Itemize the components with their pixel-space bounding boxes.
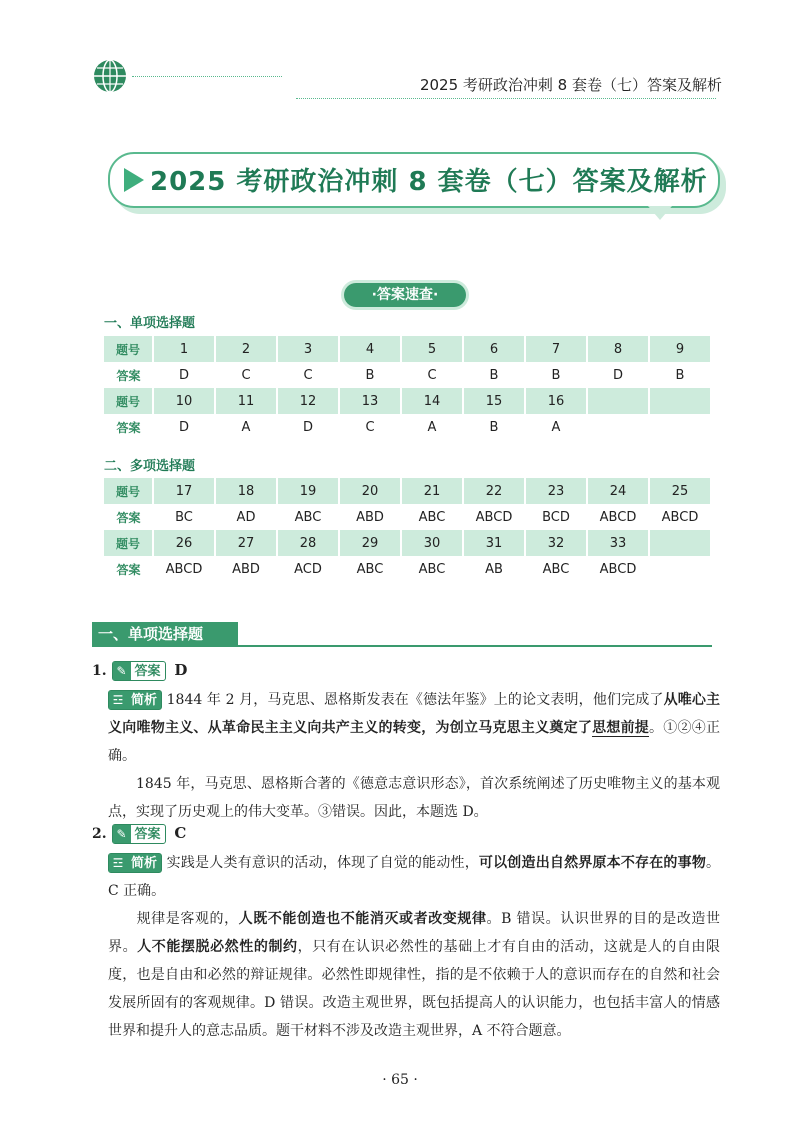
question-number: 11	[215, 388, 277, 414]
answer-tag	[112, 824, 166, 844]
pencil-icon: ✎	[113, 825, 131, 843]
question-number: 15	[463, 388, 525, 414]
answer-cell: ABCD	[475, 509, 513, 525]
table-row	[104, 336, 711, 362]
analysis-text: 1844 年 2 月，马克思、恩格斯发表在《德法年鉴》上的论文表明，他们完成了	[166, 692, 664, 708]
question-number: 32	[525, 530, 587, 556]
question-number: 10	[153, 388, 215, 414]
answer-cell: ABD	[232, 561, 260, 577]
answer-tag-label: 答案	[134, 664, 161, 679]
question-number: 12	[277, 388, 339, 414]
analysis-text: 规律是客观的，	[136, 911, 239, 927]
question-number: 22	[463, 478, 525, 504]
question-number: 13	[339, 388, 401, 414]
analysis-text: 实践是人类有意识的活动，体现了自觉的能动性，	[166, 855, 479, 871]
table-row	[104, 530, 711, 556]
answer-cell: A	[241, 419, 251, 435]
answer-cell: ABC	[418, 509, 446, 525]
question-number: 23	[525, 478, 587, 504]
answer-cell: ABC	[418, 561, 446, 577]
running-header-title: 2025 考研政治冲刺 8 套卷（七）答案及解析	[419, 76, 722, 94]
question-number: 5	[401, 336, 463, 362]
answer-cell: C	[365, 419, 375, 435]
question-number	[649, 530, 711, 556]
question-number: 14	[401, 388, 463, 414]
question-number	[649, 388, 711, 414]
answer-cell: AD	[236, 509, 256, 525]
section-heading: 一、单项选择题	[92, 622, 238, 646]
question-2-answer	[92, 824, 186, 844]
question-number: 7	[525, 336, 587, 362]
answer-cell: D	[178, 367, 189, 383]
analysis-tag	[108, 690, 162, 710]
question-number: 16	[525, 388, 587, 414]
answer-value: D	[174, 661, 188, 679]
book-icon: ☲	[109, 691, 127, 709]
table-row	[104, 478, 711, 504]
question-number: 6	[463, 336, 525, 362]
question-number: 30	[401, 530, 463, 556]
analysis-tag-label: 简析	[131, 693, 158, 708]
question-number: 8	[587, 336, 649, 362]
header-divider	[132, 76, 282, 77]
question-number: 26	[153, 530, 215, 556]
row-label: 题号	[104, 336, 153, 362]
answer-value: C	[174, 824, 187, 842]
answer-cell: ABC	[294, 509, 322, 525]
answer-cell: C	[427, 367, 437, 383]
title-banner	[108, 152, 720, 208]
analysis-text: ，只有在认识必然性的基础上才有自由的活动，这就是人的自由限度，也是自由和必然的辩证规律。必然性即规律性，指的是不依赖于人的意识而存在的自然和社会发展所固有的客观规律。D 错误。改造主观世界，既包括提高人的认识能力，也包括丰富人的情感世界和提升人的意志品质。题干材料不涉及改造主观世界，A 不符合题意。	[108, 939, 721, 1039]
question-1-answer	[92, 661, 187, 681]
answer-cell: ABCD	[599, 509, 637, 525]
answer-cell: C	[241, 367, 251, 383]
answer-tag-label: 答案	[134, 827, 161, 842]
question-number: 29	[339, 530, 401, 556]
question-number: 1	[153, 336, 215, 362]
page-title: 2025 考研政治冲刺 8 套卷（七）答案及解析	[150, 167, 708, 197]
answer-cell: ABCD	[661, 509, 699, 525]
answer-cell	[649, 556, 711, 582]
table-row	[104, 362, 711, 388]
answer-cell: ABC	[542, 561, 570, 577]
globe-icon	[92, 58, 128, 94]
header-divider-lower	[296, 98, 716, 99]
answer-cell: BC	[175, 509, 193, 525]
single-choice-label: 一、单项选择题	[104, 316, 196, 331]
analysis-text: 。C 正确。	[108, 855, 721, 899]
question-number: 21	[401, 478, 463, 504]
answer-cell: B	[675, 367, 685, 383]
question-2-analysis-continued	[108, 905, 720, 1045]
analysis-tag	[108, 853, 162, 873]
row-label: 答案	[116, 562, 141, 577]
quick-answers-title: ·答案速查·	[344, 283, 466, 307]
pencil-icon: ✎	[113, 662, 131, 680]
question-number: 24	[587, 478, 649, 504]
table-row	[104, 414, 711, 440]
multi-choice-answer-table	[104, 478, 712, 582]
question-number: 25	[649, 478, 711, 504]
question-number: 3	[277, 336, 339, 362]
answer-cell: D	[178, 419, 189, 435]
analysis-text: 1845 年，马克思、恩格斯合著的《德意志意识形态》，首次系统阐述了历史唯物主义的基本观点，实现了历史观上的伟大变革。③错误。因此，本题选 D。	[108, 776, 720, 820]
analysis-tag-label: 简析	[131, 856, 158, 871]
answer-cell: ABCD	[599, 561, 637, 577]
answer-cell: ACD	[294, 561, 322, 577]
question-number: 2	[215, 336, 277, 362]
answer-cell: C	[303, 367, 313, 383]
answer-cell: AB	[485, 561, 503, 577]
question-number: 1.	[92, 663, 107, 679]
key-term: 思想前提	[592, 720, 650, 736]
question-number: 19	[277, 478, 339, 504]
single-choice-answer-table	[104, 336, 712, 440]
answer-cell: BCD	[542, 509, 570, 525]
row-label: 题号	[104, 388, 153, 414]
key-point: 可以创造出自然界原本不存在的事物	[478, 855, 707, 871]
section-divider	[92, 645, 712, 647]
table-row	[104, 388, 711, 414]
answer-cell: D	[612, 367, 623, 383]
row-label: 答案	[116, 420, 141, 435]
key-point: 从唯心主义向唯物主义、从革命民主主义向共产主义的转变，为创立马克思主义奠定了	[108, 692, 721, 736]
book-icon: ☲	[109, 854, 127, 872]
row-label: 答案	[116, 368, 141, 383]
answer-cell: D	[302, 419, 313, 435]
question-number: 17	[153, 478, 215, 504]
question-number: 31	[463, 530, 525, 556]
answer-cell: ABC	[356, 561, 384, 577]
answer-cell: A	[551, 419, 561, 435]
answer-cell: A	[427, 419, 437, 435]
question-number: 4	[339, 336, 401, 362]
question-number: 27	[215, 530, 277, 556]
analysis-text: 。B 错误。认识世界的目的是改造世界。	[108, 911, 721, 955]
question-number: 33	[587, 530, 649, 556]
page-number: · 65 ·	[382, 1072, 418, 1088]
key-point: 人既不能创造也不能消灭或者改变规律	[238, 911, 487, 927]
question-number: 28	[277, 530, 339, 556]
question-1-analysis	[108, 686, 720, 770]
question-number	[587, 388, 649, 414]
answer-cell: B	[489, 367, 499, 383]
answer-cell	[587, 414, 649, 440]
row-label: 题号	[104, 478, 153, 504]
answer-cell: B	[489, 419, 499, 435]
answer-cell: B	[365, 367, 375, 383]
question-number: 2.	[92, 826, 107, 842]
analysis-text: 。①②④正确。	[108, 720, 720, 764]
question-1-analysis-continued	[108, 770, 720, 826]
key-point: 人不能摆脱必然性的制约	[137, 939, 298, 955]
answer-cell: ABD	[356, 509, 384, 525]
answer-cell	[649, 414, 711, 440]
banner-tail-decoration	[648, 206, 672, 220]
row-label: 答案	[116, 510, 141, 525]
table-row	[104, 504, 711, 530]
multi-choice-label: 二、多项选择题	[104, 459, 196, 474]
question-number: 9	[649, 336, 711, 362]
answer-tag	[112, 661, 166, 681]
question-2-analysis	[108, 849, 720, 905]
question-number: 18	[215, 478, 277, 504]
answer-cell: B	[551, 367, 561, 383]
answer-cell: ABCD	[165, 561, 203, 577]
question-number: 20	[339, 478, 401, 504]
row-label: 题号	[104, 530, 153, 556]
play-arrow-icon	[124, 168, 144, 192]
table-row	[104, 556, 711, 582]
